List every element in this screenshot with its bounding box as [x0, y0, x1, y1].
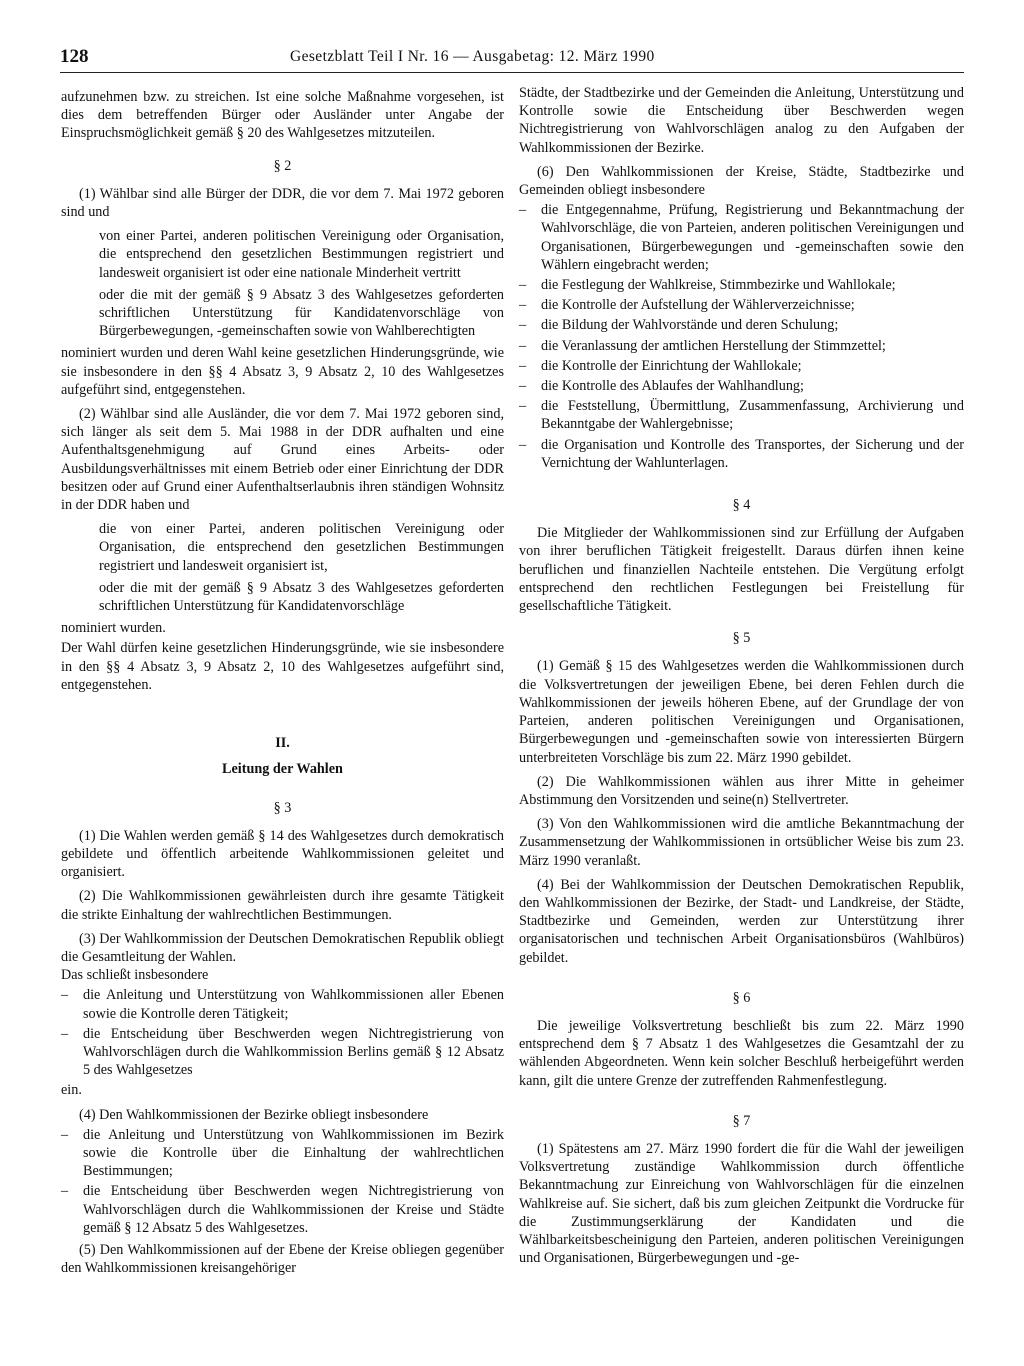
dash-bullet: –: [519, 297, 527, 314]
paragraph: (2) Die Wahlkommissionen wählen aus ihrer Mitte in geheimer Abstimmung den Vorsitzenden und seine(n) Stellvertreter.: [519, 773, 964, 808]
list-item: – die Anleitung und Unterstützung von Wahlkommissionen im Bezirk sowie die Kontrolle über die Einhaltung der wahlrechtlichen Bestimmungen;: [61, 1126, 504, 1180]
list-item: – die Organisation und Kontrolle des Transportes, der Sicherung und der Vernichtung der Wahlunterlagen.: [519, 436, 964, 471]
paragraph: (6) Den Wahlkommissionen der Kreise, Städte, Stadtbezirke und Gemeinden obliegt insbesondere: [519, 163, 964, 199]
chapter-number: II.: [275, 735, 290, 752]
list-item: – die Feststellung, Übermittlung, Zusammenfassung, Archivierung und Bekanntgabe der Wahlergebnisse;: [519, 398, 964, 433]
chapter-title: Leitung der Wahlen: [222, 761, 343, 778]
dash-bullet: –: [61, 1126, 69, 1143]
indented-clause: oder die mit der gemäß § 9 Absatz 3 des Wahlgesetzes geforderten schriftlichen Unterstützung für Kandidatenvorschläge: [99, 579, 504, 615]
continued-paragraph: Städte, der Stadtbezirke und der Gemeinden die Anleitung, Unterstützung und Kontrolle sowie die Entscheidung über Beschwerden wegen Nichtregistrierung von Wahlvorschlägen analog zu den Aufgaben der Wahlkommissionen der Bezirke.: [519, 85, 964, 156]
list-item: – die Veranlassung der amtlichen Herstellung der Stimmzettel;: [519, 337, 886, 354]
paragraph: (3) Von den Wahlkommissionen wird die amtliche Bekanntmachung der Zusammensetzung der Wahlkommissionen in ortsüblicher Weise bis zum 23. März 1990 veranlaßt.: [519, 816, 964, 869]
paragraph: (1) Spätestens am 27. März 1990 fordert die für die Wahl der jeweiligen Volksvertretung zuständige Wahlkommission durch öffentliche Bekanntmachung zur Einreichung von Wahlvorschlägen für die einzelnen Wahlkreise auf. Sie sichert, daß bis zum gleichen Zeitpunkt die Vordrucke für die Zustimmungserklärung der Kandidaten und die Wählbarkeitsbescheinigung den Parteien, anderen politischen Vereinigungen und Organisationen, Bürgerbewegungen und -ge-: [519, 1140, 964, 1267]
dash-bullet: –: [519, 378, 527, 395]
dash-bullet: –: [519, 436, 527, 453]
paragraph: (2) Die Wahlkommissionen gewährleisten durch ihre gesamte Tätigkeit die strikte Einhaltung der wahlrechtlichen Bestimmungen.: [61, 888, 504, 923]
indented-clause: die von einer Partei, anderen politischen Vereinigung oder Organisation, die entsprechend den gesetzlichen Bestimmungen registriert und landesweit organisiert ist,: [99, 521, 504, 574]
paragraph: (1) Die Wahlen werden gemäß § 14 des Wahlgesetzes durch demokratisch gebildete und öffentlich arbeitende Wahlkommissionen geleitet und organisiert.: [61, 827, 504, 881]
paragraph: nominiert wurden.: [61, 620, 166, 637]
dash-bullet: –: [519, 317, 527, 334]
list-item: – die Entscheidung über Beschwerden wegen Nichtregistrierung von Wahlvorschlägen durch die Wahlkommissionen der Kreise und Städte gemäß § 12 Absatz 5 des Wahlgesetzes.: [61, 1183, 504, 1236]
indented-clause: oder die mit der gemäß § 9 Absatz 3 des Wahlgesetzes geforderten schriftlichen Unterstützung für Kandidatenvorschläge von Bürgerbewegungen, -gemeinschaften sowie von Wahlberechtigten: [99, 286, 504, 340]
paragraph: (5) Den Wahlkommissionen auf der Ebene der Kreise obliegen gegenüber den Wahlkommissionen kreisangehöriger: [61, 1241, 504, 1277]
dash-bullet: –: [519, 337, 527, 354]
section-heading-3: § 3: [273, 799, 292, 816]
section-heading-7: § 7: [732, 1112, 751, 1129]
list-item: – die Bildung der Wahlvorstände und deren Schulung;: [519, 317, 839, 334]
paragraph: (1) Wählbar sind alle Bürger der DDR, die vor dem 7. Mai 1972 geboren sind und: [61, 185, 504, 221]
dash-bullet: –: [61, 987, 69, 1004]
paragraph: (1) Gemäß § 15 des Wahlgesetzes werden die Wahlkommissionen durch die Volksvertretungen der jeweiligen Ebene, bei deren Fehlen durch die Wahlkommissionen der jeweils höheren Ebene, auf der Grundlage der von Parteien, anderen politischen Vereinigungen und Organisationen, Bürgerbewegungen und -gemeinschaften sowie von interessierten Bürgern unterbreiteten Vorschläge bis zum 22. März 1990 gebildet.: [519, 658, 964, 766]
paragraph: Die jeweilige Volksvertretung beschließt bis zum 22. März 1990 entsprechend dem § 7 Absatz 1 des Wahlgesetzes die Gesamtzahl der zu wählenden Abgeordneten. Wenn kein solcher Beschluß herbeigeführt werden kann, gilt die untere Grenze der zutreffenden Rahmenfestlegung.: [519, 1017, 964, 1089]
journal-title: Gesetzblatt Teil I Nr. 16 — Ausgabetag: 12. März 1990: [290, 48, 655, 65]
dash-bullet: –: [519, 357, 527, 374]
paragraph: nominiert wurden und deren Wahl keine gesetzlichen Hinderungsgründe, wie sie insbesondere in den §§ 4 Absatz 3, 9 Absatz 2, 10 des Wahlgesetzes aufgeführt sind, entgegenstehen.: [61, 345, 504, 398]
right-column: [519, 84, 964, 1273]
dash-bullet: –: [61, 1025, 69, 1042]
paragraph: ein.: [61, 1082, 82, 1099]
dash-bullet: –: [519, 202, 527, 219]
section-heading-5: § 5: [732, 630, 751, 647]
paragraph: (4) Bei der Wahlkommission der Deutschen Demokratischen Republik, den Wahlkommissionen der Bezirke, der Stadt- und Landkreise, der Städte, Stadtbezirke und Gemeinden, werden zur Unterstützung ihrer organisatorischen und technischen Arbeit Organisationsbüros (Wahlbüros) gebildet.: [519, 876, 964, 966]
list-item: – die Kontrolle des Ablaufes der Wahlhandlung;: [519, 378, 804, 395]
list-item: – die Entscheidung über Beschwerden wegen Nichtregistrierung von Wahlvorschlägen durch die Wahlkommission Berlins gemäß § 12 Absatz 5 des Wahlgesetzes: [61, 1025, 504, 1079]
list-item: – die Entgegennahme, Prüfung, Registrierung und Bekanntmachung der Wahlvorschläge, die von Parteien, anderen politischen Vereinigungen und Organisationen, Bürgerbewegungen und -gemeinschaften sowie den Wählern eingebracht werden;: [519, 202, 964, 273]
section-heading-4: § 4: [732, 497, 751, 514]
page-header: [60, 44, 964, 73]
paragraph: (2) Wählbar sind alle Ausländer, die vor dem 7. Mai 1972 geboren sind, sich länger als seit dem 5. Mai 1988 in der DDR aufhalten und eine Aufenthaltsgenehmigung auf Grund eines Arbeits- oder Ausbildungsverhältnisses mit einem Betrieb oder einer Einrichtung der DDR besitzen oder auf Grund einer Aufenthaltserlaubnis ihren ständigen Wohnsitz in der DDR haben und: [61, 406, 504, 514]
dash-bullet: –: [519, 277, 527, 294]
list-item: – die Kontrolle der Aufstellung der Wählerverzeichnisse;: [519, 297, 855, 314]
list-item: – die Anleitung und Unterstützung von Wahlkommissionen aller Ebenen sowie die Kontrolle deren Tätigkeit;: [61, 987, 504, 1022]
paragraph: Die Mitglieder der Wahlkommissionen sind zur Erfüllung der Aufgaben von ihrer beruflichen Tätigkeit freigestellt. Daraus dürfen ihnen keine beruflichen und finanziellen Nachteile entstehen. Die Vergütung erfolgt entsprechend den rechtlichen Festlegungen bei Freistellung für gesellschaftliche Tätigkeit.: [519, 525, 964, 615]
paragraph: Der Wahl dürfen keine gesetzlichen Hinderungsgründe, wie sie insbesondere in den §§ 4 Absatz 3, 9 Absatz 2, 10 des Wahlgesetzes aufgeführt sind, entgegenstehen.: [61, 640, 504, 693]
list-item: – die Festlegung der Wahlkreise, Stimmbezirke und Wahllokale;: [519, 277, 896, 294]
section-heading-2: § 2: [273, 157, 292, 174]
left-column: [61, 88, 504, 1283]
paragraph: Das schließt insbesondere: [61, 967, 209, 984]
dash-bullet: –: [519, 398, 527, 415]
indented-clause: von einer Partei, anderen politischen Vereinigung oder Organisation, die entsprechend den gesetzlichen Bestimmungen registriert und landesweit organisiert ist oder eine nationale Minderheit vertritt: [99, 228, 504, 281]
paragraph: (4) Den Wahlkommissionen der Bezirke obliegt insbesondere: [79, 1106, 429, 1123]
section-heading-6: § 6: [732, 989, 751, 1006]
page-number: 128: [60, 46, 89, 67]
paragraph: (3) Der Wahlkommission der Deutschen Demokratischen Republik obliegt die Gesamtleitung der Wahlen.: [61, 930, 504, 965]
dash-bullet: –: [61, 1183, 69, 1200]
continued-paragraph: aufzunehmen bzw. zu streichen. Ist eine solche Maßnahme vorgesehen, ist dies dem betreffenden Bürger oder Ausländer unter Angabe der Einspruchsmöglichkeit gemäß § 20 des Wahlgesetzes mitzuteilen.: [61, 89, 504, 142]
list-item: – die Kontrolle der Einrichtung der Wahllokale;: [519, 357, 802, 374]
